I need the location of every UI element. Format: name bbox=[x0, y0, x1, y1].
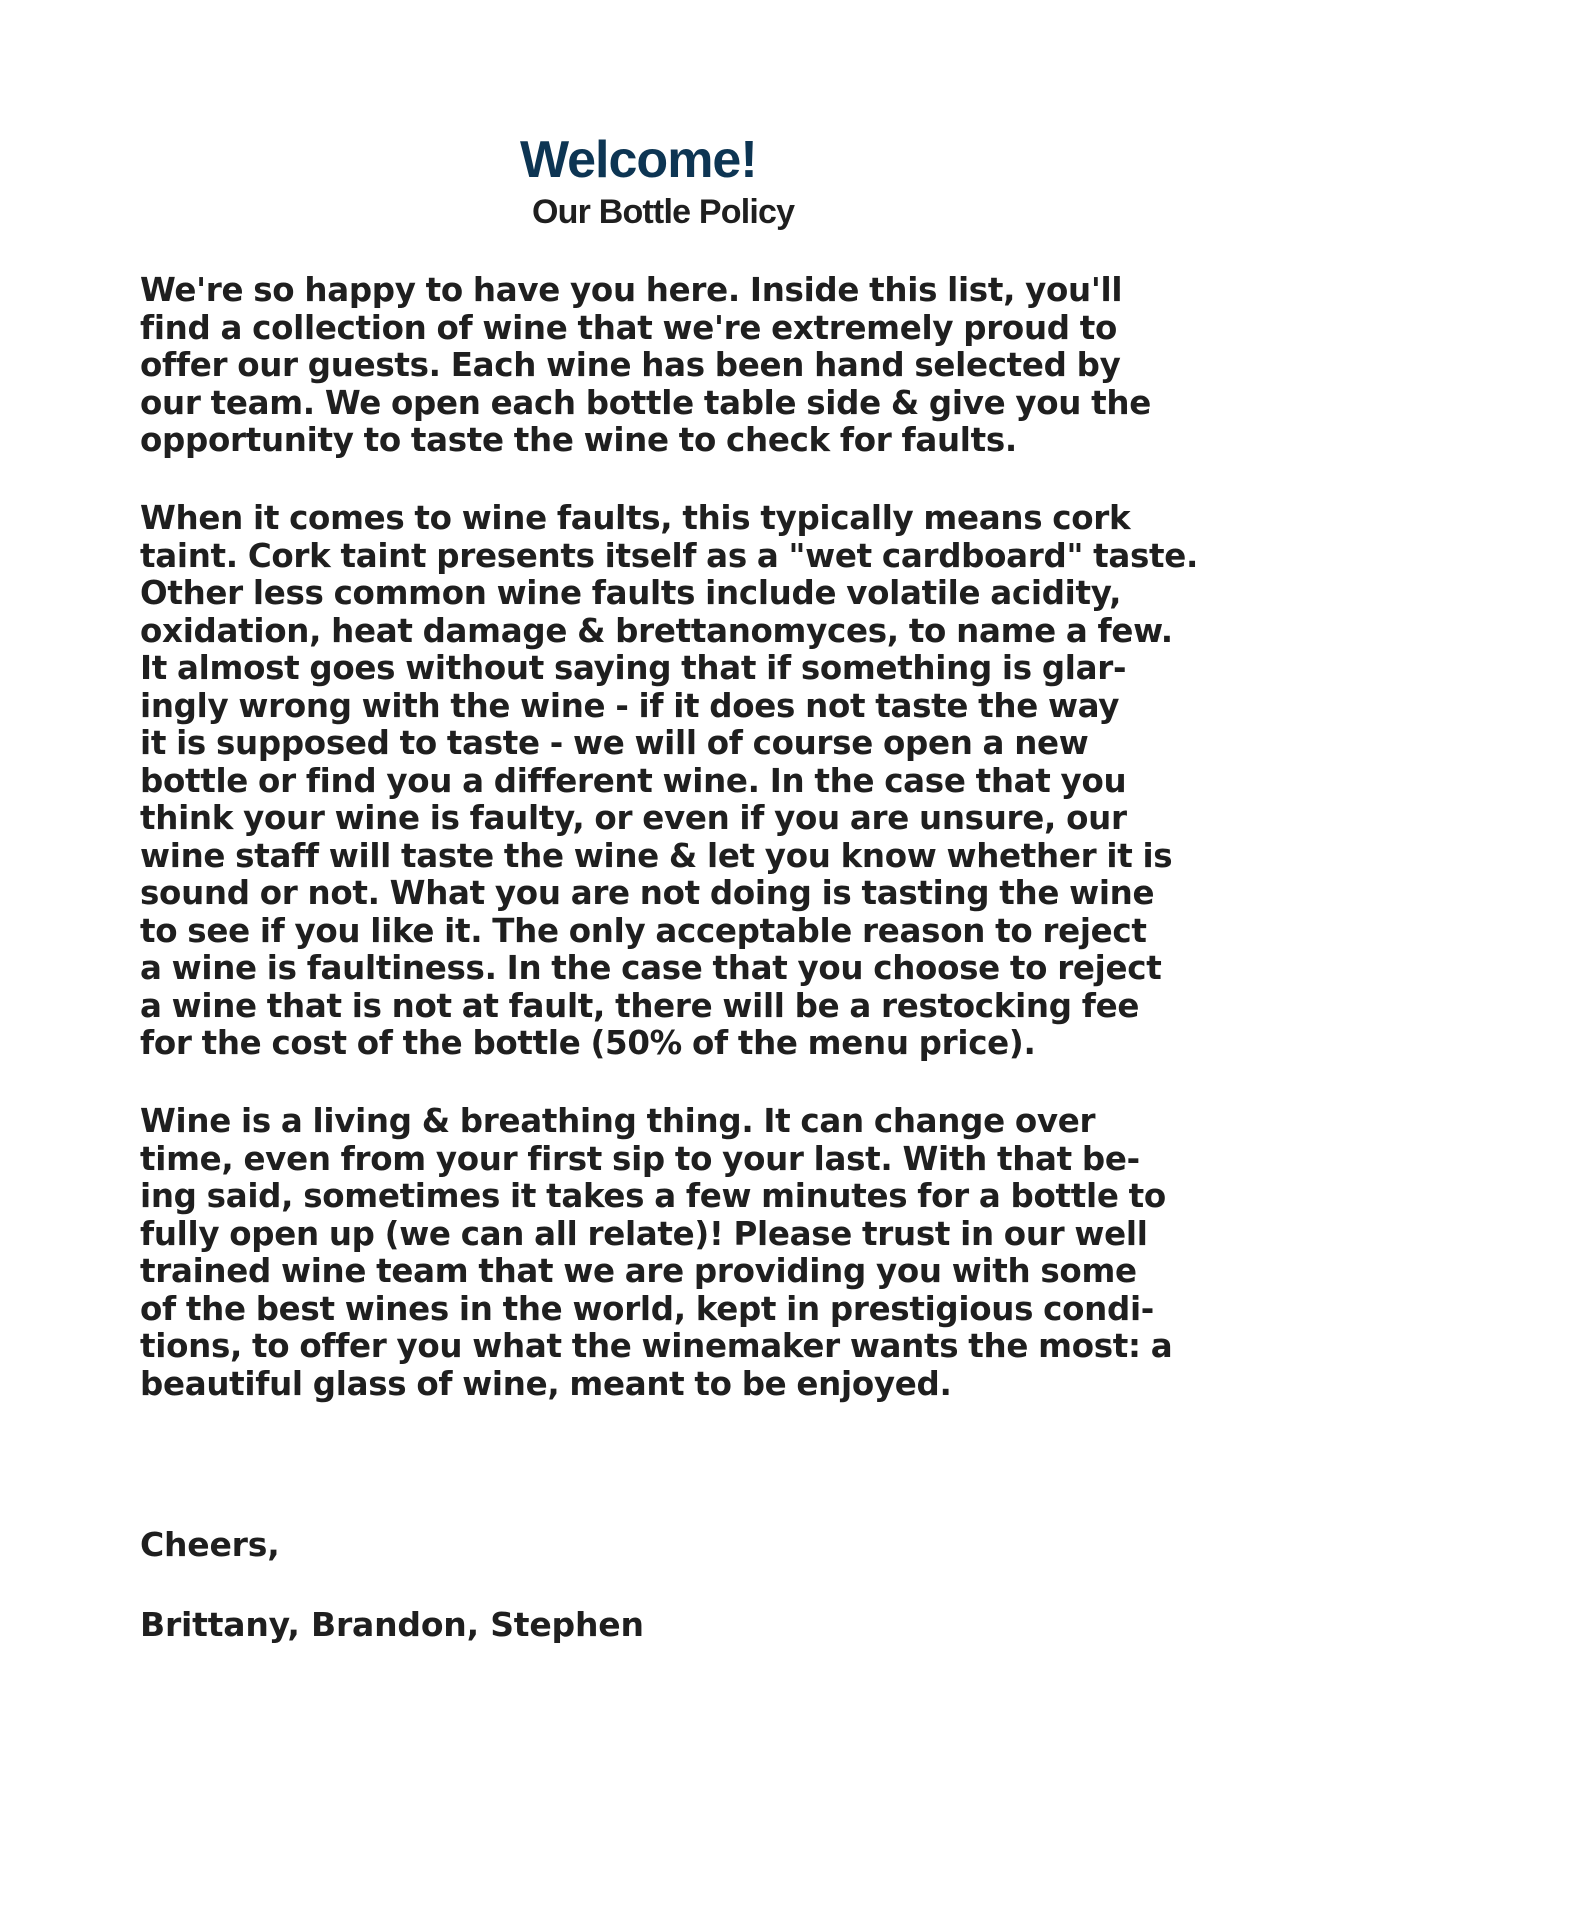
paragraph-line: Wine is a living & breathing thing. It can change over bbox=[140, 1102, 1096, 1140]
living-wine-paragraph bbox=[140, 1103, 1240, 1403]
closing-greeting: Cheers, bbox=[140, 1525, 280, 1564]
page-title: Welcome! bbox=[520, 131, 757, 189]
paragraph-line: time, even from your first sip to your last. With that be- bbox=[140, 1139, 1140, 1178]
paragraph-line: taint. Cork taint presents itself as a "wet cardboard" taste. bbox=[140, 536, 1199, 575]
paragraph-line: our team. We open each bottle table side & give you the bbox=[140, 383, 1151, 422]
paragraph-line: offer our guests. Each wine has been hand selected by bbox=[140, 346, 1121, 384]
paragraph-line: Other less common wine faults include volatile acidity, bbox=[140, 574, 1122, 612]
paragraph-line: bottle or find you a different wine. In the case that you bbox=[140, 761, 1127, 800]
paragraph-line: opportunity to taste the wine to check for faults. bbox=[140, 421, 1017, 459]
paragraph-line: beautiful glass of wine, meant to be enjoyed. bbox=[140, 1364, 952, 1403]
paragraph-line: wine staff will taste the wine & let you know whether it is bbox=[140, 836, 1173, 875]
paragraph-line: to see if you like it. The only acceptable reason to reject bbox=[140, 911, 1147, 950]
page-subtitle: Our Bottle Policy bbox=[532, 193, 795, 231]
paragraph-line: tions, to offer you what the winemaker wants the most: a bbox=[140, 1327, 1173, 1365]
paragraph-line: It almost goes without saying that if something is glar- bbox=[140, 649, 1127, 687]
paragraph-line: of the best wines in the world, kept in prestigious condi- bbox=[140, 1289, 1154, 1328]
paragraph-line: ingly wrong with the wine - if it does not taste the way bbox=[140, 686, 1120, 725]
paragraph-line: it is supposed to taste - we will of course open a new bbox=[140, 724, 1089, 762]
paragraph-line: When it comes to wine faults, this typically means cork bbox=[140, 499, 1131, 537]
paragraph-line: trained wine team that we are providing you with some bbox=[140, 1252, 1137, 1290]
paragraph-line: a wine is faultiness. In the case that you choose to reject bbox=[140, 949, 1162, 987]
paragraph-line: sound or not. What you are not doing is tasting the wine bbox=[140, 874, 1155, 912]
paragraph-line: oxidation, heat damage & brettanomyces, to name a few. bbox=[140, 611, 1173, 650]
page-header bbox=[0, 128, 1582, 248]
paragraph-line: We're so happy to have you here. Inside this list, you'll bbox=[140, 271, 1123, 309]
paragraph-line: find a collection of wine that we're extremely proud to bbox=[140, 308, 1118, 347]
paragraph-line: a wine that is not at fault, there will be a restocking fee bbox=[140, 986, 1140, 1025]
paragraph-line: for the cost of the bottle (50% of the menu price). bbox=[140, 1024, 1036, 1062]
wine-faults-paragraph bbox=[140, 500, 1240, 1063]
signature: Brittany, Brandon, Stephen bbox=[140, 1605, 644, 1644]
paragraph-line: fully open up (we can all relate)! Please trust in our well bbox=[140, 1214, 1148, 1253]
paragraph-line: think your wine is faulty, or even if you are unsure, our bbox=[140, 799, 1127, 837]
paragraph-line: ing said, sometimes it takes a few minutes for a bottle to bbox=[140, 1177, 1166, 1215]
welcome-paragraph bbox=[140, 272, 1240, 460]
